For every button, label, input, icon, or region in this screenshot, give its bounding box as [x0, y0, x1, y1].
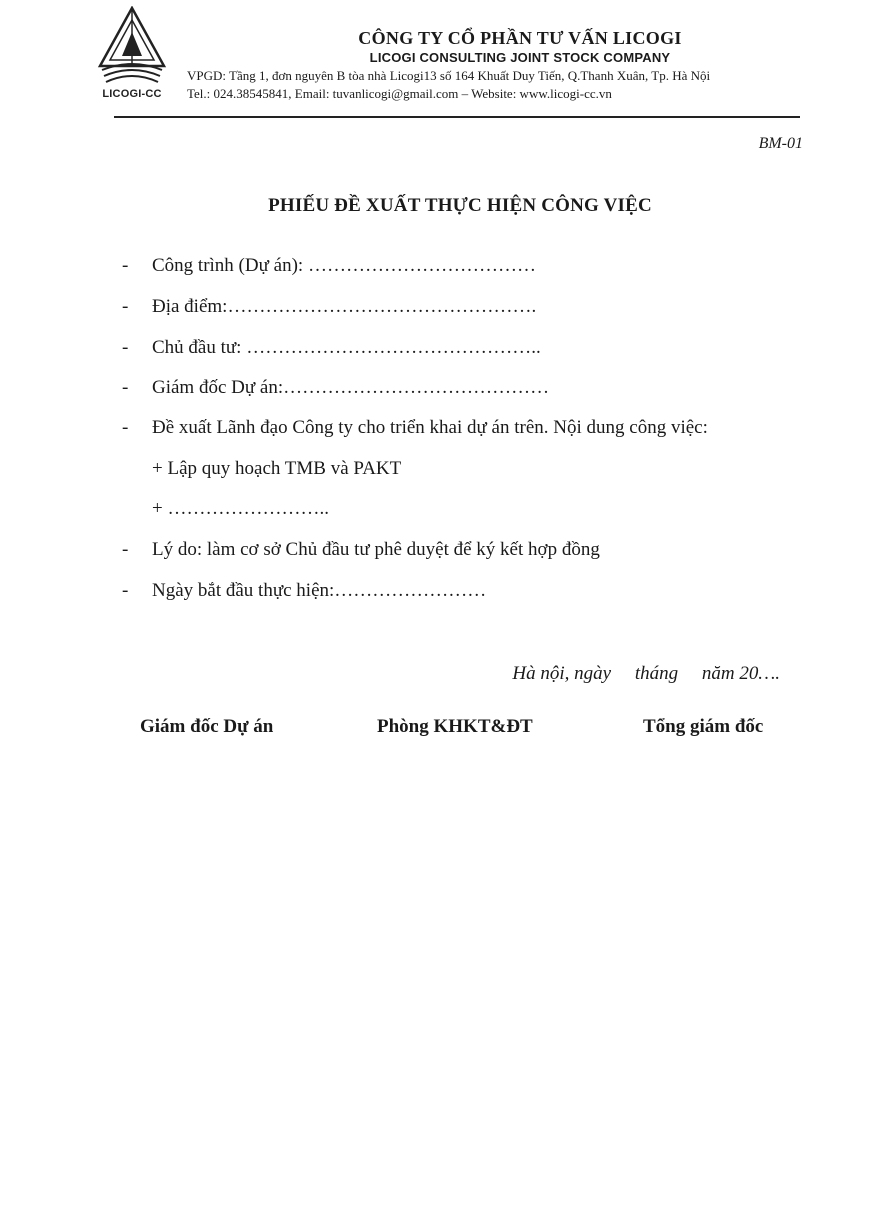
field-reason: [122, 539, 600, 561]
list-dash: -: [122, 580, 129, 601]
field-project-director: [122, 377, 549, 399]
licogi-logo-icon: [96, 6, 168, 88]
signature-planning-department: Phòng KHKT&ĐT: [377, 716, 533, 737]
field-location: [122, 296, 536, 318]
field-reason-text: Lý do: làm cơ sở Chủ đầu tư phê duyệt để ký kết hợp đồng: [152, 539, 600, 560]
form-title: PHIẾU ĐỀ XUẤT THỰC HIỆN CÔNG VIỆC: [268, 195, 652, 216]
task-item-1: + Lập quy hoạch TMB và PAKT: [152, 458, 402, 479]
task-item-2: + ……………………..: [152, 498, 329, 519]
field-project: [122, 255, 536, 277]
company-contact: Tel.: 024.38545841, Email: tuvanlicogi@gmail.com – Website: www.licogi-cc.vn: [187, 86, 612, 101]
field-start-date: [122, 580, 486, 602]
header-divider: [114, 116, 800, 118]
field-investor: [122, 337, 541, 359]
field-investor-text: Chủ đầu tư: ………………………………………..: [152, 337, 541, 358]
list-dash: -: [122, 377, 129, 398]
signature-general-director: Tổng giám đốc: [643, 716, 764, 737]
company-address: VPGD: Tầng 1, đơn nguyên B tòa nhà Licogi13 số 164 Khuất Duy Tiến, Q.Thanh Xuân, Tp. Hà Nội: [187, 68, 711, 83]
field-proposal: [122, 417, 708, 439]
list-dash: -: [122, 296, 129, 317]
signature-project-director: Giám đốc Dự án: [140, 716, 274, 737]
company-logo: [96, 6, 168, 102]
list-dash: -: [122, 417, 129, 438]
company-name-en: LICOGI CONSULTING JOINT STOCK COMPANY: [369, 50, 671, 65]
form-code: BM-01: [758, 135, 803, 152]
field-start-date-text: Ngày bắt đầu thực hiện:……………………: [152, 580, 487, 601]
field-project-text: Công trình (Dự án): ………………………………: [152, 255, 536, 276]
field-location-text: Địa điểm:………………………………………….: [152, 296, 537, 317]
list-dash: -: [122, 255, 129, 276]
logo-text: LICOGI-CC: [102, 88, 162, 100]
field-proposal-text: Đề xuất Lãnh đạo Công ty cho triển khai dự án trên. Nội dung công việc:: [152, 417, 708, 438]
field-project-director-text: Giám đốc Dự án:……………………………………: [152, 377, 550, 398]
company-name-vn: CÔNG TY CỔ PHẦN TƯ VẤN LICOGI: [358, 28, 682, 48]
date-line: Hà nội, ngày tháng năm 20….: [512, 663, 780, 684]
list-dash: -: [122, 337, 129, 358]
list-dash: -: [122, 539, 129, 560]
